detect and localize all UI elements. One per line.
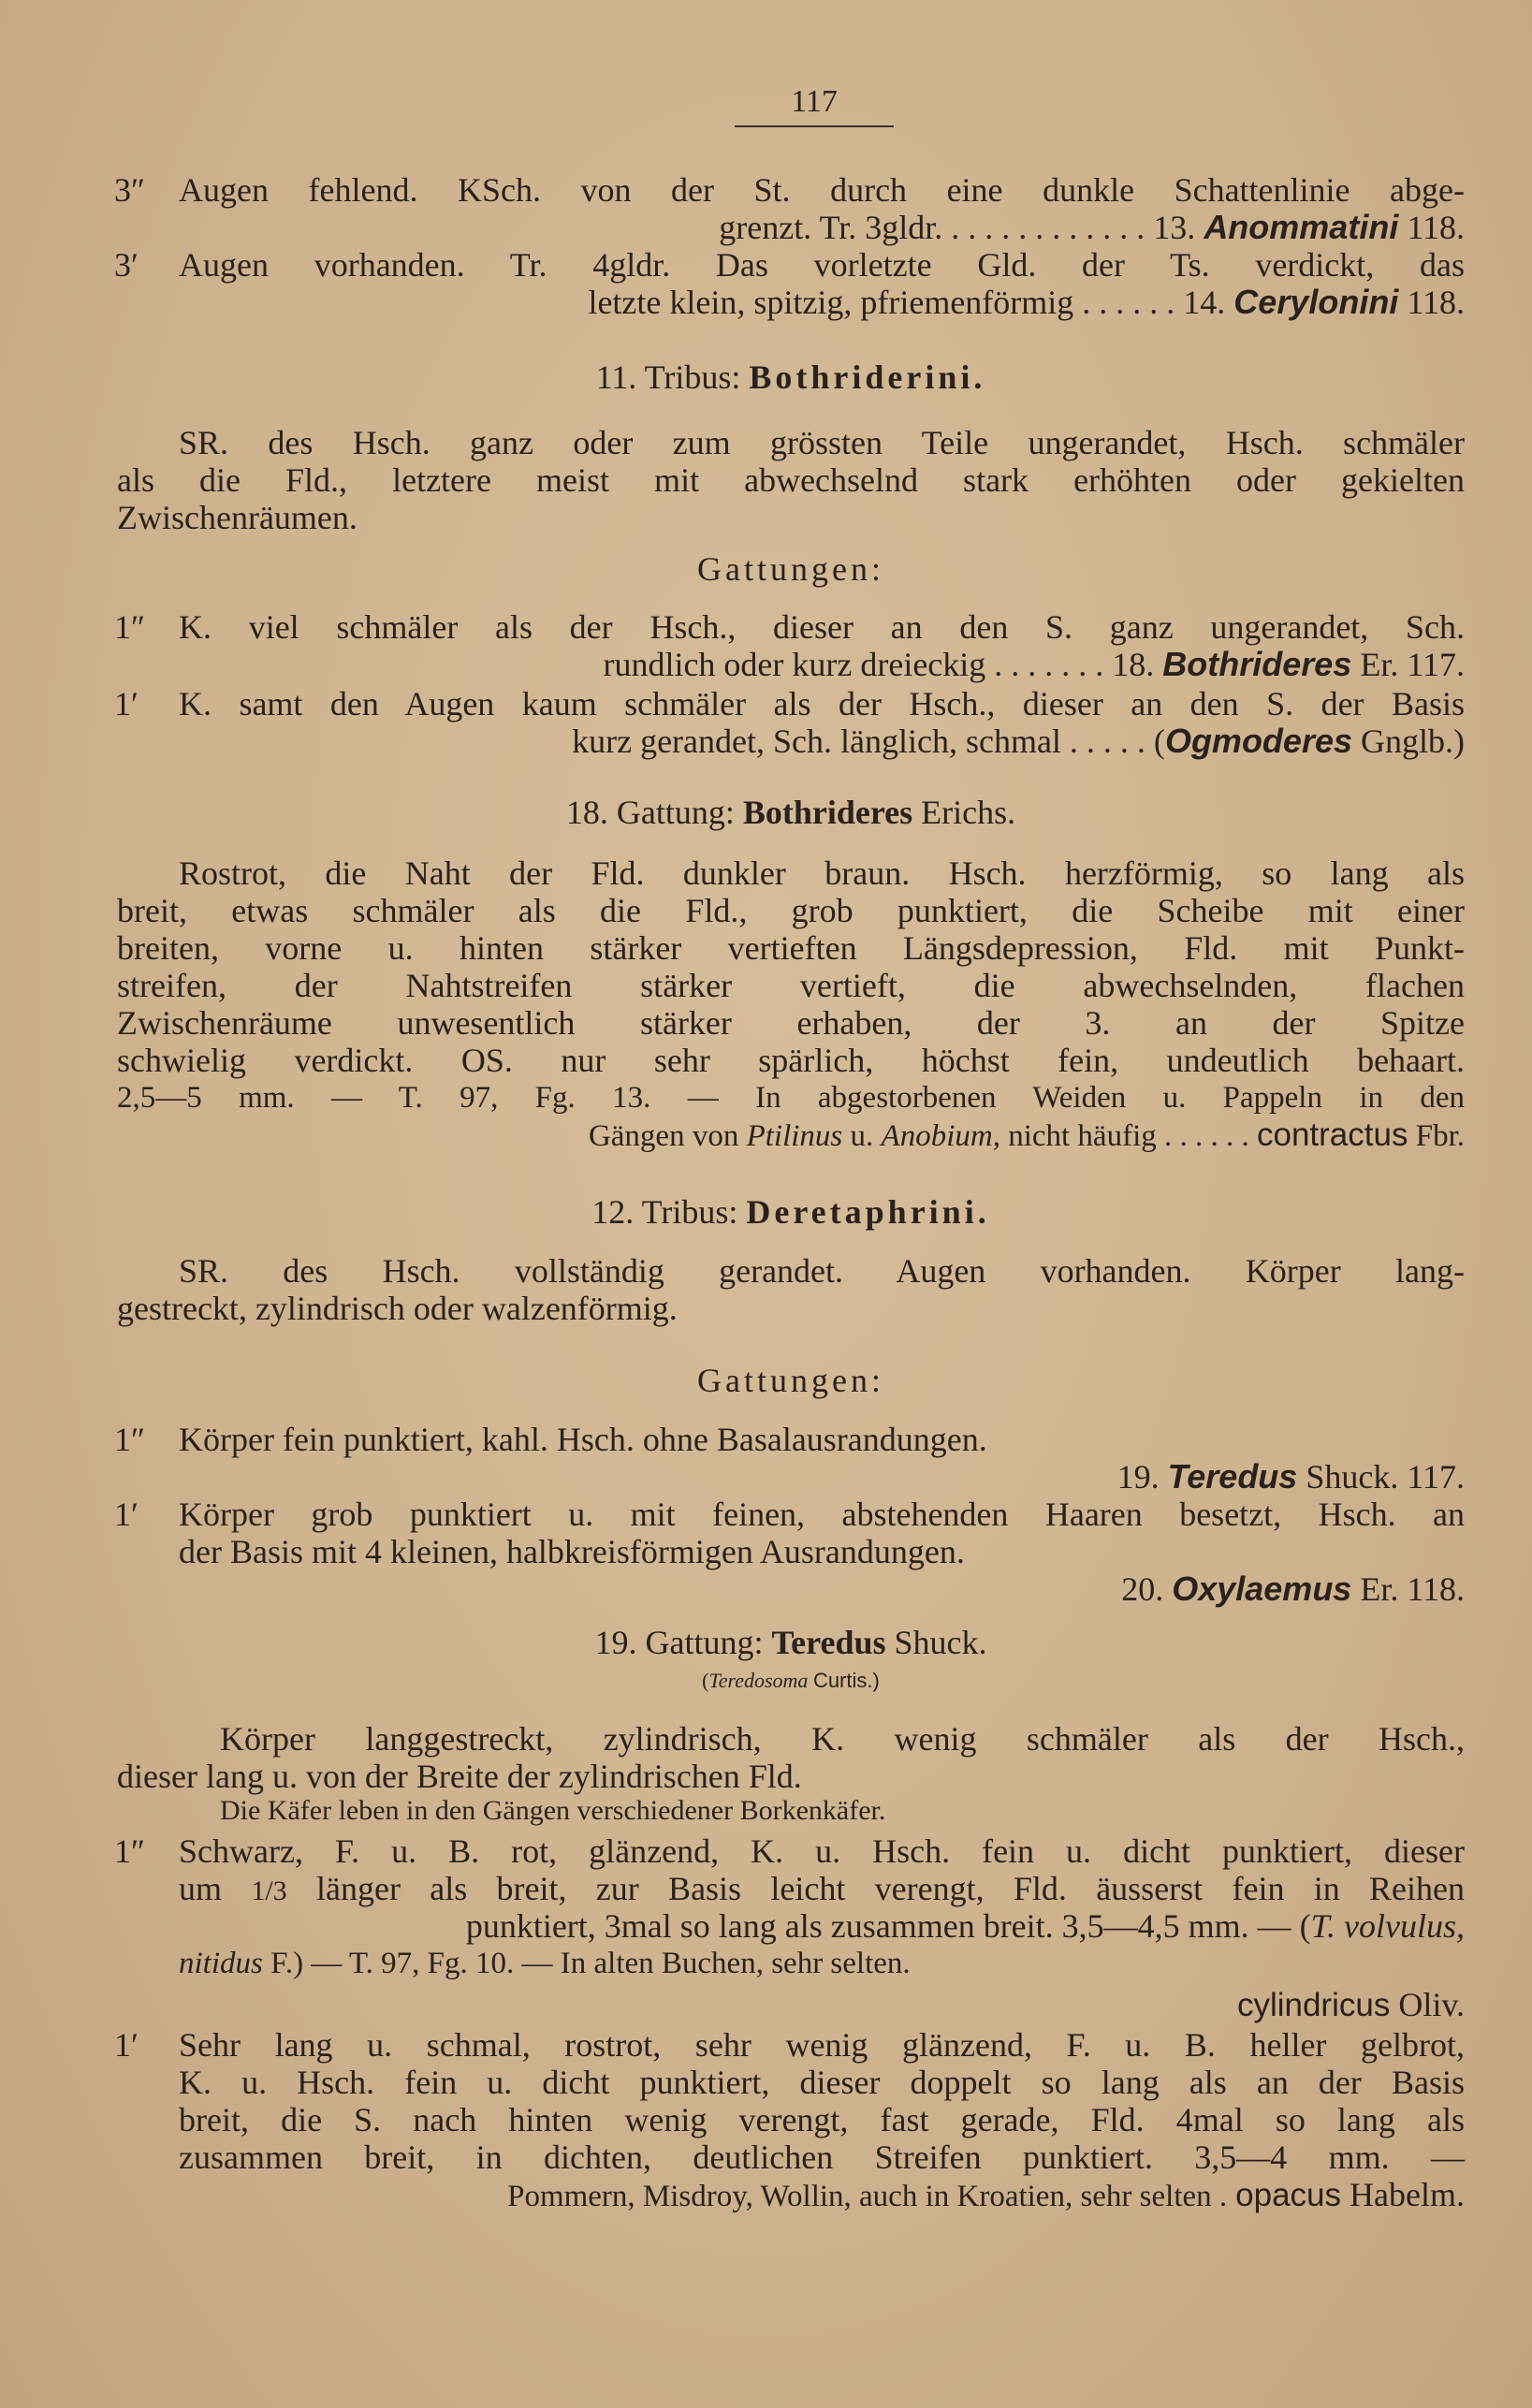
page-reference: 118. <box>1407 284 1465 321</box>
genus-name: Teredus <box>771 1624 886 1661</box>
species-name: opacus <box>1235 2177 1342 2213</box>
page-reference: 118. <box>1407 209 1465 246</box>
species-name: cylindricus <box>1236 1987 1391 2023</box>
section-label: Gattungen: <box>697 550 884 588</box>
genus-name: Cerylonini <box>1233 283 1399 321</box>
genus-name: Bothrideres <box>742 794 913 831</box>
key-marker: 3′ <box>114 246 139 284</box>
tribus-name: Bothriderini. <box>749 358 986 396</box>
tribus-heading: 11. Tribus: Bothriderini. <box>595 358 986 396</box>
key-text: Augen fehlend. KSch. von der St. durch eine dunkle Schattenlinie abge- <box>179 171 1465 209</box>
key-text: grenzt. Tr. 3gldr. . . . . . . . . . . . . 13. <box>719 209 1196 246</box>
key-text: letzte klein, spitzig, pfriemenförmig . . . . . . 14. <box>588 284 1226 321</box>
fraction: 1/3 <box>251 1875 287 1906</box>
gattung-heading: 19. Gattung: Teredus Shuck. <box>594 1624 987 1661</box>
gattung-heading: 18. Gattung: Bothrideres Erichs. <box>565 794 1016 831</box>
species-name: contractus <box>1257 1116 1408 1153</box>
key-marker: 3″ <box>114 171 145 209</box>
synonym-note: (Teredosoma Curtis.) <box>702 1669 880 1692</box>
genus-name: Oxylaemus <box>1172 1569 1352 1608</box>
key-text: Augen vorhanden. Tr. 4gldr. Das vorletzte Gld. der Ts. verdickt, das <box>179 246 1465 284</box>
book-page: 117 3″ Augen fehlend. KSch. von der St. durch eine dunkle Schattenlinie abge- grenzt. Tr. 3gldr. . . . . . . . . . . . . 13. Anommatini 118. 3′ Augen vorhanden. Tr. 4gldr. Das vorletzte Gld. der Ts. verdickt, das letzte klein, spitzig, pfriemenförmig . . . . . . 14. Cerylonini 118. 11. Tribus: Bothriderini. SR. des Hsch. ganz oder zum grössten Teile ungerandet, Hsch. schmäler als die Fld., letztere meist mit abwechselnd stark erhöhten oder gekielten Zwischenräumen. Gattungen: 1″ K. viel schmäler als der Hsch., dieser an den S. ganz ungerandet, Sch. rundlich oder kurz dreieckig . . . . . . . 18. Bothrideres Er. 117. 1′ K. samt den Augen kaum schmäler als der Hsch., dieser an den S. der Basis kurz gerandet, Sch. länglich, schmal . . . . . (Ogmoderes Gnglb.) 18. Gattung: Bothrideres Erichs. Rostrot, die Naht der Fld. dunkler braun. Hsch. herzförmig, so lang als breit, etwas schmäler als die Fld., grob punktiert, die Scheibe mit einer breiten, vorne u. hinten stärker vertieften Längsdepression, Fld. mit Punkt- streifen, der Nahtstreifen stärker vertieft, die abwechselnden, flachen Zwischenräume unwesentlich stärker erhaben, der 3. an der Spitze schwielig verdickt. OS. nur sehr spärlich, höchst fein, undeutlich behaart. 2,5—5 mm. — T. 97, Fg. 13. — In abgestorbenen Weiden u. Pappeln in den Gängen von Ptilinus u. Anobium, nicht häufig . . . . . . contractus Fbr. 12. Tribus: Deretaphrini. SR. des Hsch. vollständig gerandet. Augen vorhanden. Körper lang- gestreckt, zylindrisch oder walzenförmig. Gattungen: 1″ Körper fein punktiert, kahl. Hsch. ohne Basalausrandungen. 19. Teredus Shuck. 117. 1′ Körper grob punktiert u. mit feinen, abstehenden Haaren besetzt, Hsch. an der Basis mit 4 kleinen, halbkreisförmigen Ausrandungen. 20. Oxylaemus Er. 118. 19. Gattung: Teredus Shuck. (Teredosoma Curtis.) Körper langgestreckt, zylindrisch, K. wenig schmäler als der Hsch., dieser lang u. von der Breite der zylindrischen Fld. Die Käfer leben in den Gängen verschiedener Borkenkäfer. 1″ Schwarz, F. u. B. rot, glänzend, K. u. Hsch. fein u. dicht punktiert, dieser um 1/3 länger als breit, zur Basis leicht verengt, Fld. äusserst fein in Reihen punktiert, 3mal so lang als zusammen breit. 3,5—4,5 mm. — (T. volvulus, nitidus F.) — T. 97, Fg. 10. — In alten Buchen, sehr selten. cylindricus Oliv. 1′ Sehr lang u. schmal, rostrot, sehr wenig glänzend, F. u. B. heller gelbrot, K. u. Hsch. fein u. dicht punktiert, dieser doppelt so lang als an der Basis breit, die S. nach hinten wenig verengt, fast gerade, Fld. 4mal so lang als zusammen breit, in dichten, deutlichen Streifen punktiert. 3,5—4 mm. — Pommern, Misdroy, Wollin, auch in Kroatien, sehr selten . opacus Habelm. <box>0 0 1532 2408</box>
genus-name: Teredus <box>1167 1457 1298 1496</box>
tribus-name: Deretaphrini. <box>746 1193 990 1231</box>
section-label: Gattungen: <box>697 1362 884 1399</box>
genus-name: Bothrideres <box>1162 645 1352 683</box>
tribus-heading: 12. Tribus: Deretaphrini. <box>591 1193 990 1231</box>
genus-name: Anommatini <box>1204 208 1399 246</box>
genus-name: Ogmoderes <box>1164 722 1352 760</box>
page-number: 117 <box>735 84 894 127</box>
